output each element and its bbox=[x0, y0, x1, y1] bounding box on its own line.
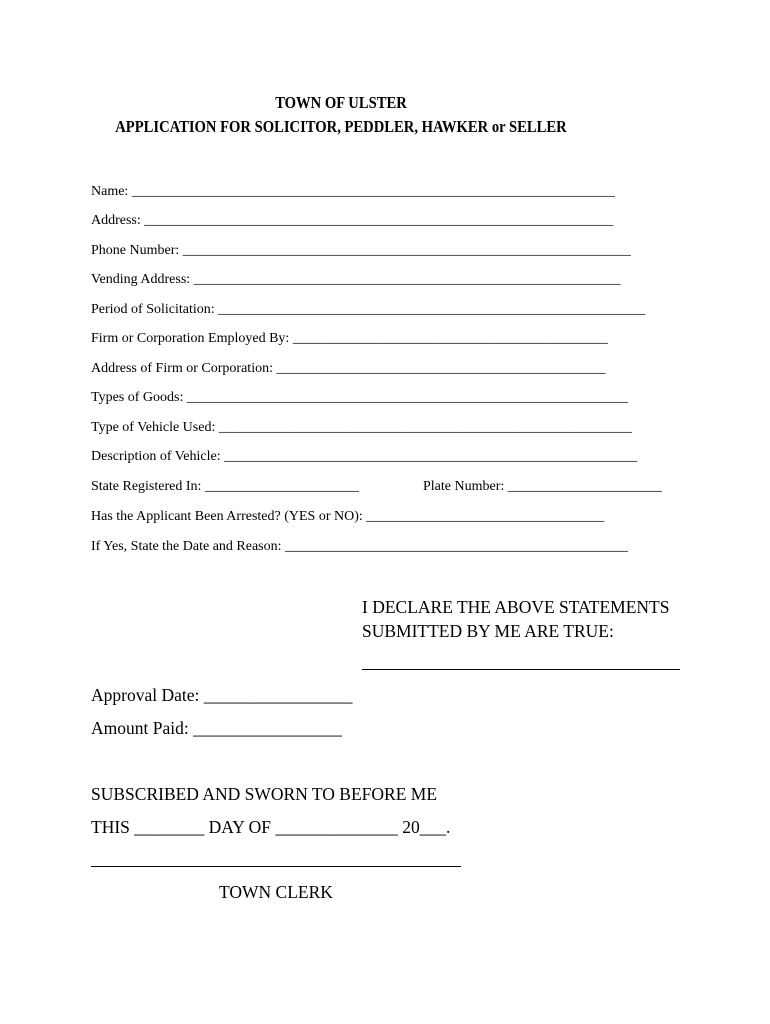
period-of-solicitation-field[interactable]: Period of Solicitation: _____________________________________________________________ bbox=[91, 302, 646, 317]
address-field[interactable]: Address: ___________________________________________________________________ bbox=[91, 213, 614, 228]
oath-date-field[interactable]: THIS ________ DAY OF ______________ 20___. bbox=[91, 817, 451, 837]
firm-employed-by-field[interactable]: Firm or Corporation Employed By: _____________________________________________ bbox=[91, 331, 608, 346]
state-registered-field[interactable]: State Registered In: ______________________ bbox=[91, 479, 359, 494]
approval-date-field[interactable]: Approval Date: _________________ bbox=[91, 685, 353, 705]
town-clerk-signature-line[interactable] bbox=[91, 866, 461, 867]
arrest-details-field[interactable]: If Yes, State the Date and Reason: _________________________________________________ bbox=[91, 539, 629, 554]
town-clerk-label: TOWN CLERK bbox=[219, 882, 333, 902]
phone-number-field[interactable]: Phone Number: ________________________________________________________________ bbox=[91, 243, 631, 258]
arrested-field[interactable]: Has the Applicant Been Arrested? (YES or NO): __________________________________ bbox=[91, 509, 605, 524]
types-of-goods-field[interactable]: Types of Goods: _______________________________________________________________ bbox=[91, 390, 628, 405]
subscribed-sworn-text: SUBSCRIBED AND SWORN TO BEFORE ME bbox=[91, 784, 438, 804]
vending-address-field[interactable]: Vending Address: _____________________________________________________________ bbox=[91, 272, 621, 287]
firm-address-field[interactable]: Address of Firm or Corporation: _______________________________________________ bbox=[91, 361, 606, 376]
amount-paid-field[interactable]: Amount Paid: _________________ bbox=[91, 718, 342, 738]
plate-number-field[interactable]: Plate Number: ______________________ bbox=[423, 479, 662, 494]
applicant-signature-line[interactable] bbox=[362, 669, 680, 670]
declaration-line-1: I DECLARE THE ABOVE STATEMENTS bbox=[362, 597, 670, 617]
form-title: APPLICATION FOR SOLICITOR, PEDDLER, HAWKER or SELLER bbox=[115, 117, 567, 136]
name-field[interactable]: Name: _____________________________________________________________________ bbox=[91, 184, 615, 199]
vehicle-description-field[interactable]: Description of Vehicle: ___________________________________________________________ bbox=[91, 449, 638, 464]
vehicle-type-field[interactable]: Type of Vehicle Used: ___________________________________________________________ bbox=[91, 420, 632, 435]
declaration-line-2: SUBMITTED BY ME ARE TRUE: bbox=[362, 621, 614, 641]
town-heading: TOWN OF ULSTER bbox=[275, 93, 407, 112]
